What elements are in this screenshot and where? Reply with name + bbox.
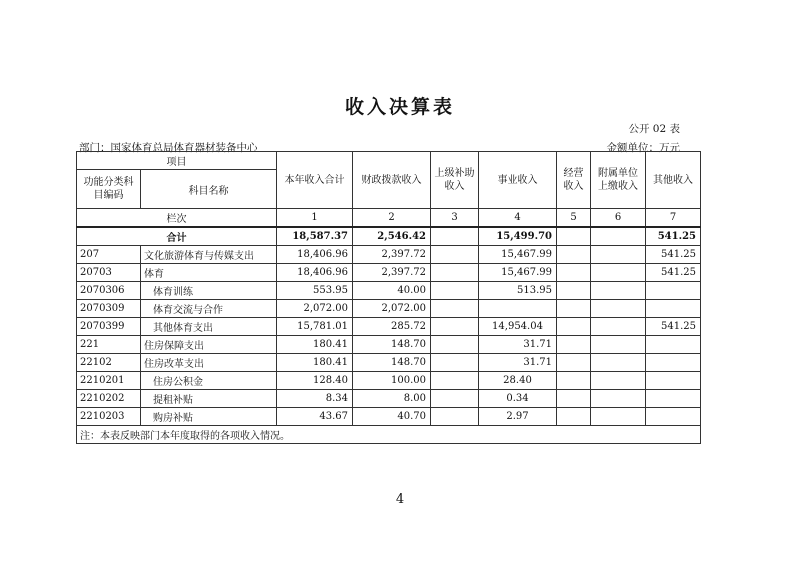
value-cell: 31.71	[479, 336, 557, 354]
income-table	[76, 151, 701, 444]
table-row	[77, 390, 701, 408]
table-row	[77, 246, 701, 264]
name-cell: 体育	[141, 264, 277, 282]
value-cell: 40.00	[353, 282, 431, 300]
value-cell: 31.71	[479, 354, 557, 372]
affiliated-header: 附属单位上缴收入	[591, 152, 646, 209]
value-cell	[591, 246, 646, 264]
column-number: 1	[277, 209, 353, 228]
column-number-row	[77, 209, 701, 228]
table-row	[77, 336, 701, 354]
page-title: 收入决算表	[344, 96, 455, 118]
name-cell: 体育交流与合作	[141, 300, 277, 318]
value-cell: 148.70	[353, 354, 431, 372]
code-cell: 2210201	[77, 372, 141, 390]
total-cell	[557, 227, 591, 246]
value-cell: 128.40	[277, 372, 353, 390]
project-header: 项目	[77, 152, 277, 170]
value-cell: 14,954.04	[479, 318, 557, 336]
name-cell: 购房补贴	[141, 408, 277, 426]
value-cell: 148.70	[353, 336, 431, 354]
value-cell: 0.34	[479, 390, 557, 408]
value-cell: 15,467.99	[479, 264, 557, 282]
column-number: 6	[591, 209, 646, 228]
value-cell	[557, 354, 591, 372]
code-cell: 2210203	[77, 408, 141, 426]
value-cell: 180.41	[277, 336, 353, 354]
value-cell: 513.95	[479, 282, 557, 300]
value-cell	[431, 318, 479, 336]
form-number: 公开 02 表	[628, 123, 680, 135]
value-cell: 100.00	[353, 372, 431, 390]
fiscal-header: 财政拨款收入	[353, 152, 431, 209]
column-number: 3	[431, 209, 479, 228]
value-cell	[557, 300, 591, 318]
value-cell	[591, 336, 646, 354]
value-cell	[591, 354, 646, 372]
value-cell	[646, 408, 701, 426]
name-cell: 体育训练	[141, 282, 277, 300]
column-number: 7	[646, 209, 701, 228]
name-cell: 住房改革支出	[141, 354, 277, 372]
table-row	[77, 408, 701, 426]
value-cell: 28.40	[479, 372, 557, 390]
value-cell: 2,072.00	[277, 300, 353, 318]
code-cell: 2070399	[77, 318, 141, 336]
value-cell	[591, 390, 646, 408]
value-cell	[591, 408, 646, 426]
total-cell: 2,546.42	[353, 227, 431, 246]
name-cell: 住房保障支出	[141, 336, 277, 354]
table-row	[77, 372, 701, 390]
department-label: 部门：国家体育总局体育器材装备中心	[79, 142, 258, 154]
value-cell: 2,397.72	[353, 246, 431, 264]
code-cell: 221	[77, 336, 141, 354]
value-cell	[431, 264, 479, 282]
value-cell: 2.97	[479, 408, 557, 426]
table-row	[77, 318, 701, 336]
value-cell	[646, 336, 701, 354]
value-cell: 285.72	[353, 318, 431, 336]
table-note: 注：本表反映部门本年度取得的各项收入情况。	[77, 426, 701, 444]
value-cell: 40.70	[353, 408, 431, 426]
value-cell	[646, 354, 701, 372]
table-row	[77, 282, 701, 300]
value-cell	[591, 372, 646, 390]
page-number: 4	[395, 492, 405, 507]
unit-label: 金额单位：万元	[606, 142, 680, 154]
value-cell	[557, 372, 591, 390]
value-cell	[431, 354, 479, 372]
value-cell	[557, 264, 591, 282]
value-cell: 2,397.72	[353, 264, 431, 282]
name-header: 科目名称	[141, 170, 277, 209]
value-cell	[479, 300, 557, 318]
value-cell	[431, 372, 479, 390]
value-cell: 553.95	[277, 282, 353, 300]
value-cell: 541.25	[646, 246, 701, 264]
value-cell: 15,781.01	[277, 318, 353, 336]
name-cell: 住房公积金	[141, 372, 277, 390]
value-cell: 15,467.99	[479, 246, 557, 264]
total-cell: 18,587.37	[277, 227, 353, 246]
value-cell	[557, 282, 591, 300]
code-cell: 2210202	[77, 390, 141, 408]
value-cell	[591, 318, 646, 336]
value-cell	[431, 300, 479, 318]
value-cell	[591, 282, 646, 300]
value-cell	[431, 282, 479, 300]
name-cell: 文化旅游体育与传媒支出	[141, 246, 277, 264]
total-cell	[431, 227, 479, 246]
value-cell	[431, 390, 479, 408]
total-cell: 15,499.70	[479, 227, 557, 246]
value-cell	[431, 408, 479, 426]
business-header: 事业收入	[479, 152, 557, 209]
value-cell	[591, 264, 646, 282]
value-cell	[557, 336, 591, 354]
table-row	[77, 300, 701, 318]
value-cell	[557, 390, 591, 408]
value-cell: 18,406.96	[277, 246, 353, 264]
code-cell: 22102	[77, 354, 141, 372]
value-cell	[646, 390, 701, 408]
total-header: 本年收入合计	[277, 152, 353, 209]
table-row	[77, 354, 701, 372]
superior-header: 上级补助收入	[431, 152, 479, 209]
code-cell: 207	[77, 246, 141, 264]
column-number: 2	[353, 209, 431, 228]
code-header: 功能分类科目编码	[77, 170, 141, 209]
value-cell	[557, 246, 591, 264]
note-row	[77, 426, 701, 444]
value-cell	[431, 246, 479, 264]
value-cell: 2,072.00	[353, 300, 431, 318]
operating-header: 经营收入	[557, 152, 591, 209]
value-cell	[646, 282, 701, 300]
value-cell	[646, 372, 701, 390]
table-row	[77, 264, 701, 282]
value-cell	[591, 300, 646, 318]
column-number: 4	[479, 209, 557, 228]
value-cell: 180.41	[277, 354, 353, 372]
value-cell	[557, 408, 591, 426]
code-cell: 2070309	[77, 300, 141, 318]
value-cell	[646, 300, 701, 318]
column-number: 5	[557, 209, 591, 228]
total-label: 合计	[77, 227, 277, 246]
value-cell	[557, 318, 591, 336]
value-cell: 8.34	[277, 390, 353, 408]
value-cell	[431, 336, 479, 354]
code-cell: 20703	[77, 264, 141, 282]
code-cell: 2070306	[77, 282, 141, 300]
total-cell: 541.25	[646, 227, 701, 246]
column-number-label: 栏次	[77, 209, 277, 228]
name-cell: 其他体育支出	[141, 318, 277, 336]
name-cell: 提租补贴	[141, 390, 277, 408]
value-cell: 18,406.96	[277, 264, 353, 282]
total-row	[77, 227, 701, 246]
total-cell	[591, 227, 646, 246]
value-cell: 541.25	[646, 264, 701, 282]
value-cell: 541.25	[646, 318, 701, 336]
other-header: 其他收入	[646, 152, 701, 209]
value-cell: 43.67	[277, 408, 353, 426]
value-cell: 8.00	[353, 390, 431, 408]
